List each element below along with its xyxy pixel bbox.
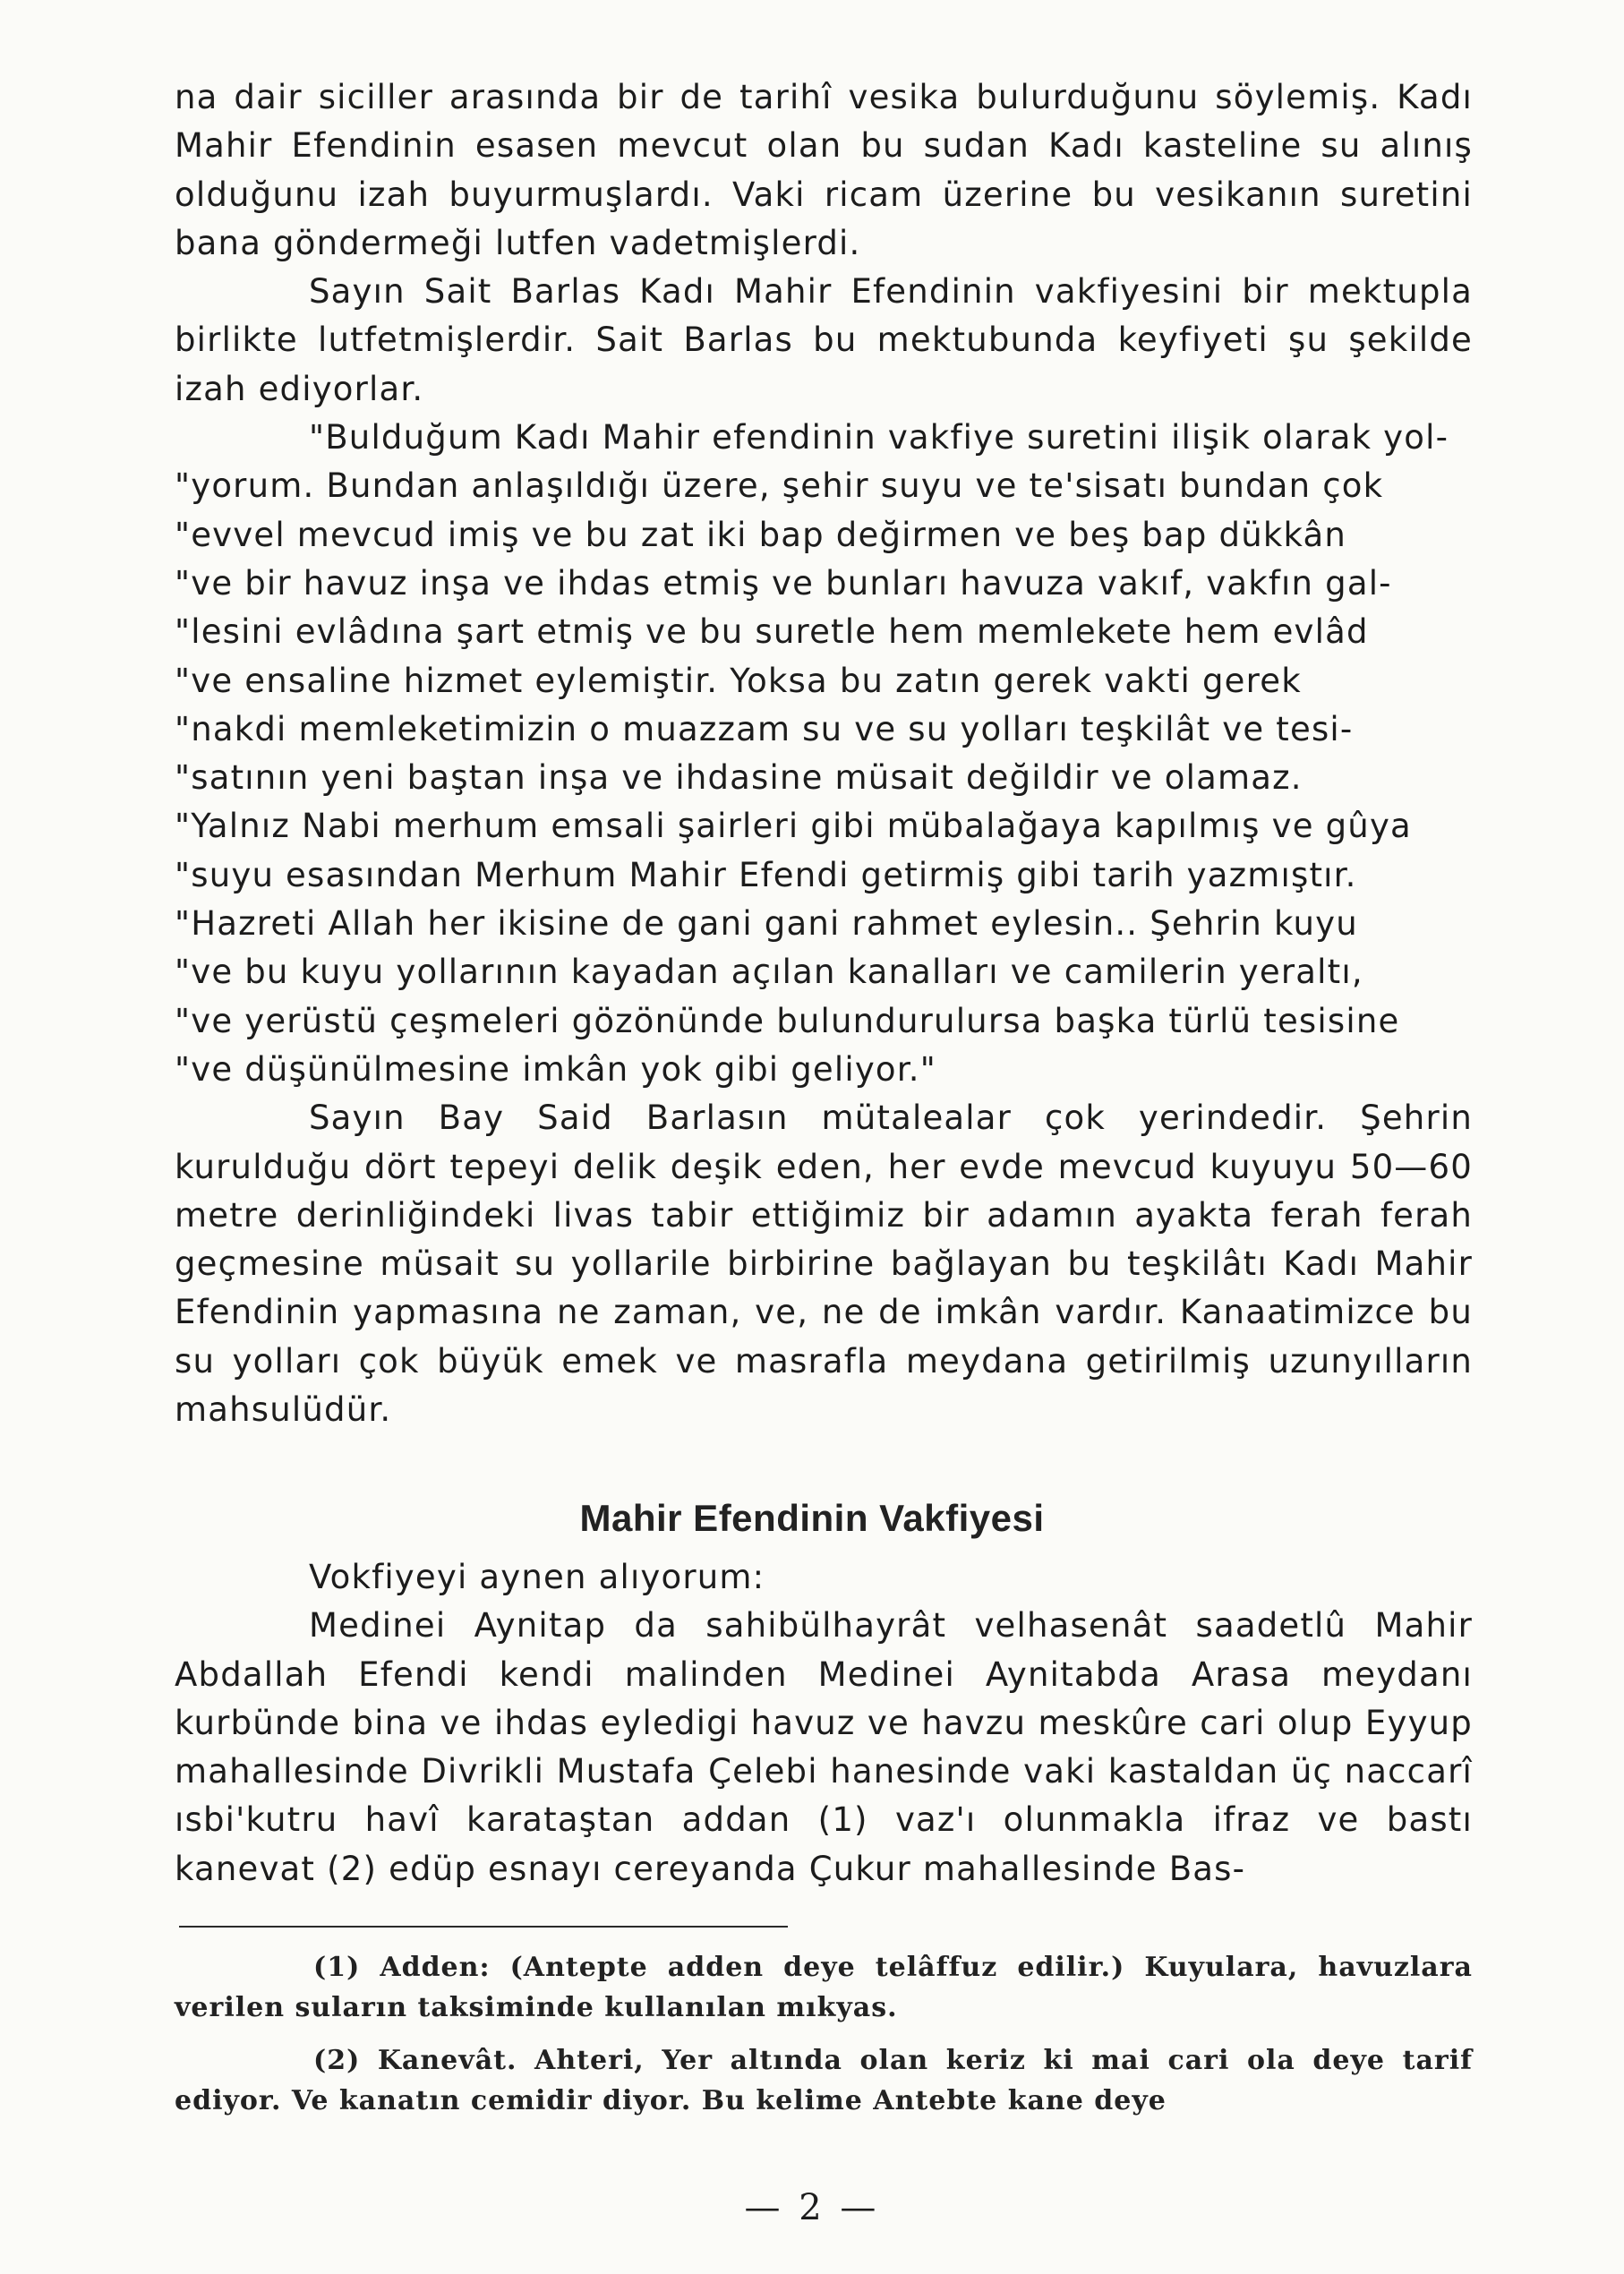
quote-line: "ve düşünülmesine imkân yok gibi geliyor." xyxy=(175,1049,936,1089)
paragraph-2: Sayın Sait Barlas Kadı Mahir Efendinin vakfiyesini bir mektupla birlikte lutfetmişlerdir. Sait Barlas bu mektubunda keyfiyeti şu şekilde izah ediyorlar. xyxy=(175,272,1473,408)
paragraph-1: na dair siciller arasında bir de tarihî vesika bulurduğunu söylemiş. Kadı Mahir Efendinin esasen mevcut olan bu sudan Kadı kasteline su alınış olduğunu izah buyurmuşlardı. Vaki ricam üzerine bu vesikanın suretini bana göndermeği lutfen vadetmişlerdi. xyxy=(175,78,1473,262)
footnotes xyxy=(175,1947,1473,2133)
footnote-2: (2) Kanevât. Ahteri, Yer altında olan keriz ki mai cari ola deye tarif ediyor. Ve kanatın cemidir diyor. Bu kelime Antebte kane deye xyxy=(175,2045,1473,2116)
page-number: — 2 — xyxy=(744,2187,880,2228)
quote-line: "evvel mevcud imiş ve bu zat iki bap değirmen ve beş bap dükkân xyxy=(175,515,1346,554)
lower-text-block xyxy=(175,1553,1473,1894)
footnote-1: (1) Adden: (Antepte adden deye telâffuz edilir.) Kuyulara, havuzlara verilen suların taksiminde kullanılan mıkyas. xyxy=(175,1952,1473,2023)
quote-line: "ve bir havuz inşa ve ihdas etmiş ve bunları havuza vakıf, vakfın gal- xyxy=(175,563,1392,603)
quote-line: "suyu esasından Merhum Mahir Efendi getirmiş gibi tarih yazmıştır. xyxy=(175,855,1357,894)
paragraph-5: Medinei Aynitap da sahibülhayrât velhasenât saadetlû Mahir Abdallah Efendi kendi malinden Medinei Aynitabda Arasa meydanı kurbünde bina ve ihdas eyledigi havuz ve havzu meskûre cari olup Eyyup mahallesinde Divrikli Mustafa Çelebi hanesinde vaki kastaldan üç naccarî ısbi'kutru havî karataştan addan (1) vaz'ı olunmakla ifraz ve bastı kanevat (2) edüp esnayı cereyanda Çukur mahallesinde Bas- xyxy=(175,1606,1473,1888)
quote-line: "lesini evlâdına şart etmiş ve bu suretle hem memlekete hem evlâd xyxy=(175,612,1369,652)
quote-line: "ve ensaline hizmet eylemiştir. Yoksa bu zatın gerek vakti gerek xyxy=(175,661,1302,700)
quote-line: "Yalnız Nabi merhum emsali şairleri gibi mübalağaya kapılmış ve gûya xyxy=(175,807,1412,846)
quote-line: "nakdi memleketimizin o muazzam su ve su yolları teşkilât ve tesi- xyxy=(175,709,1354,748)
quote-line: "Bulduğum Kadı Mahir efendinin vakfiye suretini ilişik olarak yol- xyxy=(309,418,1449,457)
footnote-divider xyxy=(179,1926,788,1928)
quote-line: "ve bu kuyu yollarının kayadan açılan kanalları ve camilerin yeraltı, xyxy=(175,953,1363,992)
section-heading: Mahir Efendinin Vakfiyesi xyxy=(579,1497,1045,1539)
quoted-letter xyxy=(175,414,1473,1094)
quote-line: "ve yerüstü çeşmeleri gözönünde bulundurulursa başka türlü tesisine xyxy=(175,1001,1400,1040)
quote-line: "yorum. Bundan anlaşıldığı üzere, şehir suyu ve te'sisatı bundan çok xyxy=(175,466,1384,506)
upper-text-block xyxy=(175,73,1473,1434)
paragraph-4: Vokfiyeyi aynen alıyorum: xyxy=(309,1558,765,1596)
quote-line: "satının yeni baştan inşa ve ihdasine müsait değildir ve olamaz. xyxy=(175,758,1303,798)
paragraph-3: Sayın Bay Said Barlasın mütalealar çok yerindedir. Şehrin kurulduğu dört tepeyi delik deşik eden, her evde mevcud kuyuyu 50—60 metre derinliğindeki livas tabir ettiğimiz bir adamın ayakta ferah ferah geçmesine müsait su yollarile birbirine bağlayan bu teşkilâtı Kadı Mahir Efendinin yapmasına ne zaman, ve, ne de imkân vardır. Kanaatimizce bu su yolları çok büyük emek ve masrafla meydana getirilmiş uzunyılların mahsulüdür. xyxy=(175,1099,1473,1430)
quote-line: "Hazreti Allah her ikisine de gani gani rahmet eylesin.. Şehrin kuyu xyxy=(175,904,1358,944)
